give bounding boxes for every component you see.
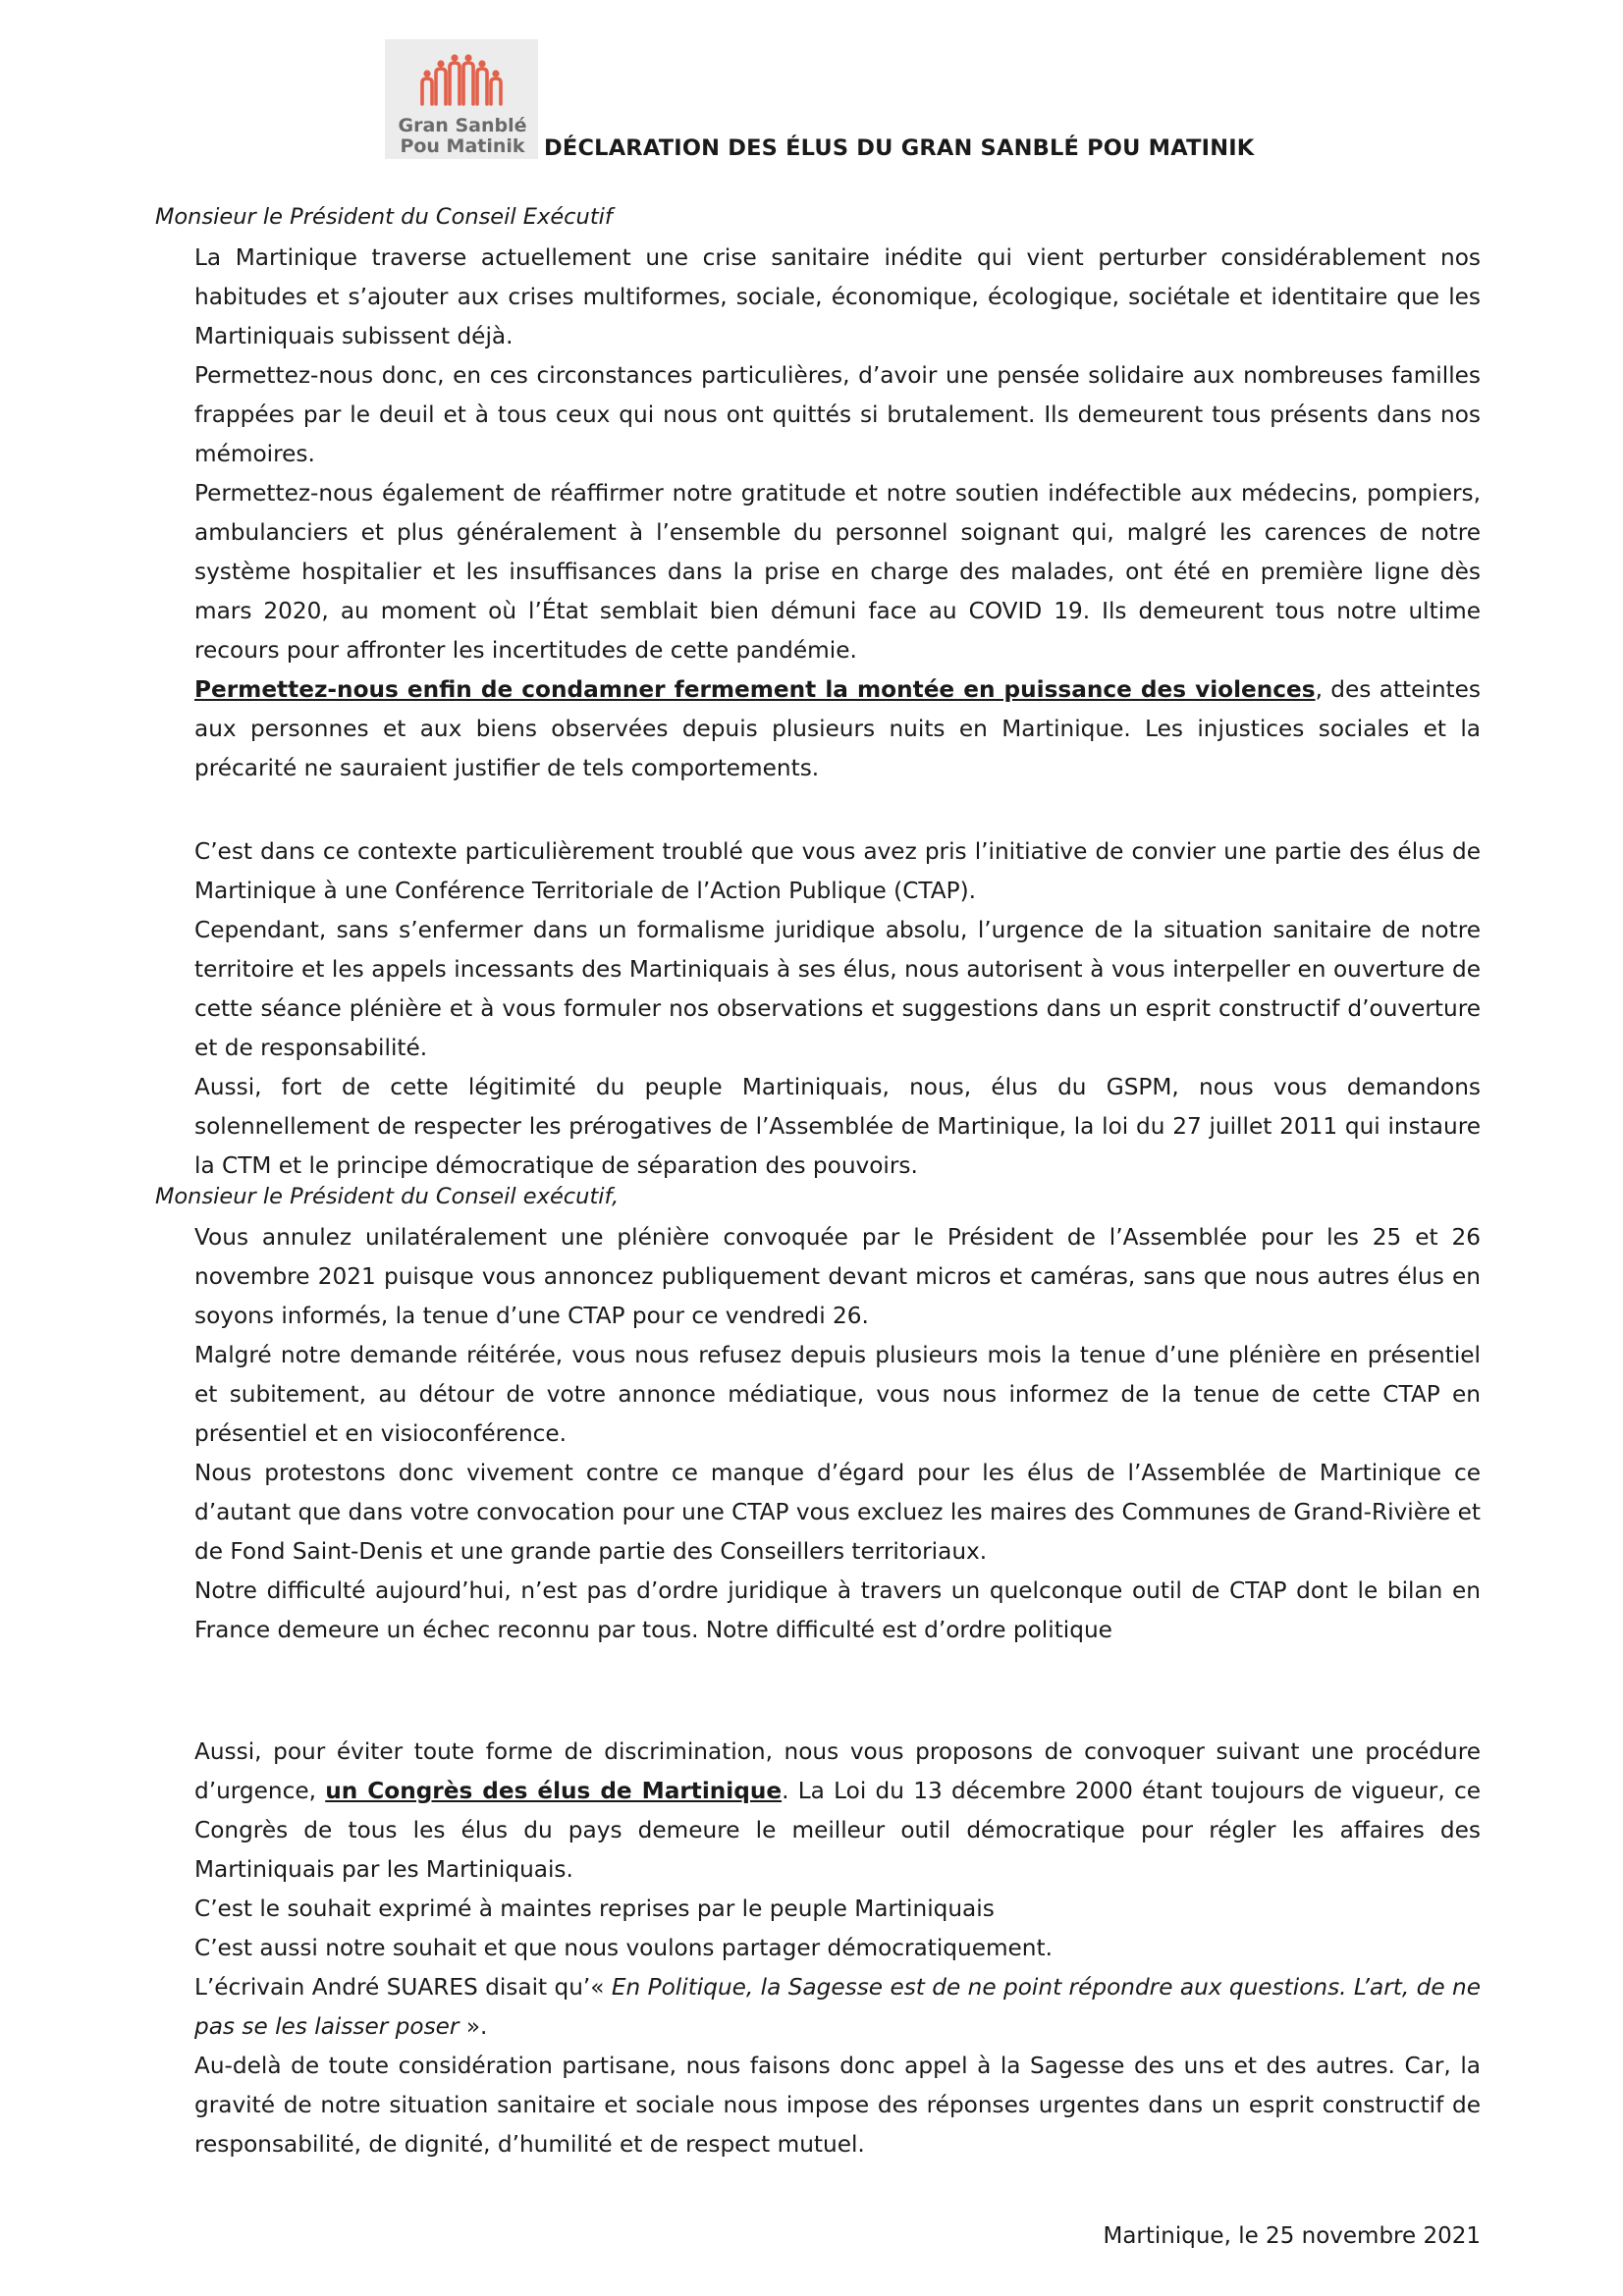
paragraph: Cependant, sans s’enfermer dans un formalisme juridique absolu, l’urgence de la situation sanitaire de notre territoire et les appels incessants des Martiniquais à ses élus, nous autorisent à vous interpeller en ouverture de cette séance plénière et à vous formuler nos observations et suggestions dans un esprit constructif d’ouverture et de responsabilité. bbox=[194, 917, 1481, 1061]
people-logo-icon bbox=[414, 47, 509, 112]
section-protest bbox=[194, 1218, 1481, 1650]
figure-head bbox=[464, 54, 471, 61]
logo-text-line1: Gran Sanblé bbox=[398, 115, 527, 136]
figure-head bbox=[423, 70, 430, 77]
paragraph: Notre difficulté aujourd’hui, n’est pas d’ordre juridique à travers un quelconque outil de CTAP dont le bilan en France demeure un échec reconnu par tous. Notre difficulté est d’ordre politique bbox=[194, 1577, 1481, 1643]
figure-body bbox=[436, 69, 446, 104]
paragraph: C’est dans ce contexte particulièrement troublé que vous avez pris l’initiative de convier une partie des élus de Martinique à une Conférence Territoriale de l’Action Publique (CTAP). bbox=[194, 838, 1481, 904]
figure-body bbox=[491, 79, 501, 104]
document-title: DÉCLARATION DES ÉLUS DU GRAN SANBLÉ POU MATINIK bbox=[544, 135, 1255, 161]
paragraph bbox=[194, 1733, 1481, 1890]
salutation-executive-2: Monsieur le Président du Conseil exécutif, bbox=[155, 1184, 620, 1209]
figure-body bbox=[463, 63, 473, 104]
section-crisis bbox=[194, 239, 1481, 788]
paragraph: Nous protestons donc vivement contre ce manque d’égard pour les élus de l’Assemblée de Martinique ce d’autant que dans votre convocation pour une CTAP vous excluez les maires des Communes de Grand-Rivière et de Fond Saint-Denis et une grande partie des Conseillers territoriaux. bbox=[194, 1460, 1481, 1565]
paragraph bbox=[194, 670, 1481, 788]
section-congress bbox=[194, 1733, 1481, 2164]
logo-text-line2: Pou Matinik bbox=[400, 135, 525, 157]
figure-body bbox=[477, 69, 487, 104]
figure-head bbox=[478, 60, 485, 67]
paragraph: Permettez-nous également de réaffirmer notre gratitude et notre soutien indéfectible aux médecins, pompiers, ambulanciers et plus généralement à l’ensemble du personnel soignant qui, malgré les carences de notre système hospitalier et les insuffisances dans la prise en charge des malades, ont été en première ligne dès mars 2020, au moment où l’État semblait bien démuni face au COVID 19. Ils demeurent tous notre ultime recours pour affronter les incertitudes de cette pandémie. bbox=[194, 480, 1481, 664]
paragraph: C’est le souhait exprimé à maintes reprises par le peuple Martiniquais bbox=[194, 1896, 995, 1922]
paragraph: Au-delà de toute considération partisane, nous faisons donc appel à la Sagesse des uns et des autres. Car, la gravité de notre situation sanitaire et sociale nous impose des réponses urgentes dans un esprit constructif de responsabilité, de dignité, d’humilité et de respect mutuel. bbox=[194, 2053, 1481, 2158]
suares-quote: En Politique, la Sagesse est de ne point répondre aux questions. L’art, de ne pas se les laisser poser bbox=[194, 1974, 1481, 2040]
paragraph-text: ». bbox=[459, 2013, 488, 2040]
paragraph: Aussi, fort de cette légitimité du peuple Martiniquais, nous, élus du GSPM, nous vous demandons solennellement de respecter les prérogatives de l’Assemblée de Martinique, la loi du 27 juillet 2011 qui instaure la CTM et le principe démocratique de séparation des pouvoirs. bbox=[194, 1074, 1481, 1179]
emphasis-violence: Permettez-nous enfin de condamner fermement la montée en puissance des violences bbox=[194, 676, 1316, 703]
paragraph: Malgré notre demande réitérée, vous nous refusez depuis plusieurs mois la tenue d’une plénière en présentiel et subitement, au détour de votre annonce médiatique, vous nous informez de la tenue de cette CTAP en présentiel et en visioconférence. bbox=[194, 1342, 1481, 1447]
figure-head bbox=[451, 54, 458, 61]
figure-head bbox=[437, 60, 444, 67]
place-date: Martinique, le 25 novembre 2021 bbox=[1103, 2223, 1481, 2249]
gspm-logo bbox=[385, 39, 538, 159]
paragraph-text: , des atteintes aux personnes et aux biens observées depuis plusieurs nuits en Martinique. Les injustices sociales et la précarité ne sauraient justifier de tels comportements. bbox=[194, 676, 1481, 781]
figure-head bbox=[492, 70, 499, 77]
figure-body bbox=[422, 79, 432, 104]
emphasis-congress: un Congrès des élus de Martinique bbox=[325, 1778, 783, 1804]
paragraph bbox=[194, 1968, 1481, 2047]
paragraph: C’est aussi notre souhait et que nous voulons partager démocratiquement. bbox=[194, 1935, 1053, 1961]
paragraph: Permettez-nous donc, en ces circonstances particulières, d’avoir une pensée solidaire aux nombreuses familles frappées par le deuil et à tous ceux qui nous ont quittés si brutalement. Ils demeurent tous présents dans nos mémoires. bbox=[194, 362, 1481, 467]
paragraph: Vous annulez unilatéralement une plénière convoquée par le Président de l’Assemblée pour les 25 et 26 novembre 2021 puisque vous annoncez publiquement devant micros et caméras, sans que nous autres élus en soyons informés, la tenue d’une CTAP pour ce vendredi 26. bbox=[194, 1224, 1481, 1329]
paragraph-text: Aussi, pour éviter toute forme de discrimination, nous vous proposons de convoquer suivant une procédure d’urgence, bbox=[194, 1738, 1481, 1804]
paragraph-text: . La Loi du 13 décembre 2000 étant toujours de vigueur, ce Congrès de tous les élus du pays demeure le meilleur outil démocratique pour régler les affaires des Martiniquais par les Martiniquais. bbox=[194, 1778, 1481, 1883]
section-ctap bbox=[194, 832, 1481, 1186]
figure-body bbox=[450, 63, 460, 104]
paragraph-text: L’écrivain André SUARES disait qu’« bbox=[194, 1974, 612, 2001]
salutation-executive: Monsieur le Président du Conseil Exécutif bbox=[155, 204, 613, 230]
paragraph: La Martinique traverse actuellement une crise sanitaire inédite qui vient perturber considérablement nos habitudes et s’ajouter aux crises multiformes, sociale, économique, écologique, sociétale et identitaire que les Martiniquais subissent déjà. bbox=[194, 244, 1481, 349]
